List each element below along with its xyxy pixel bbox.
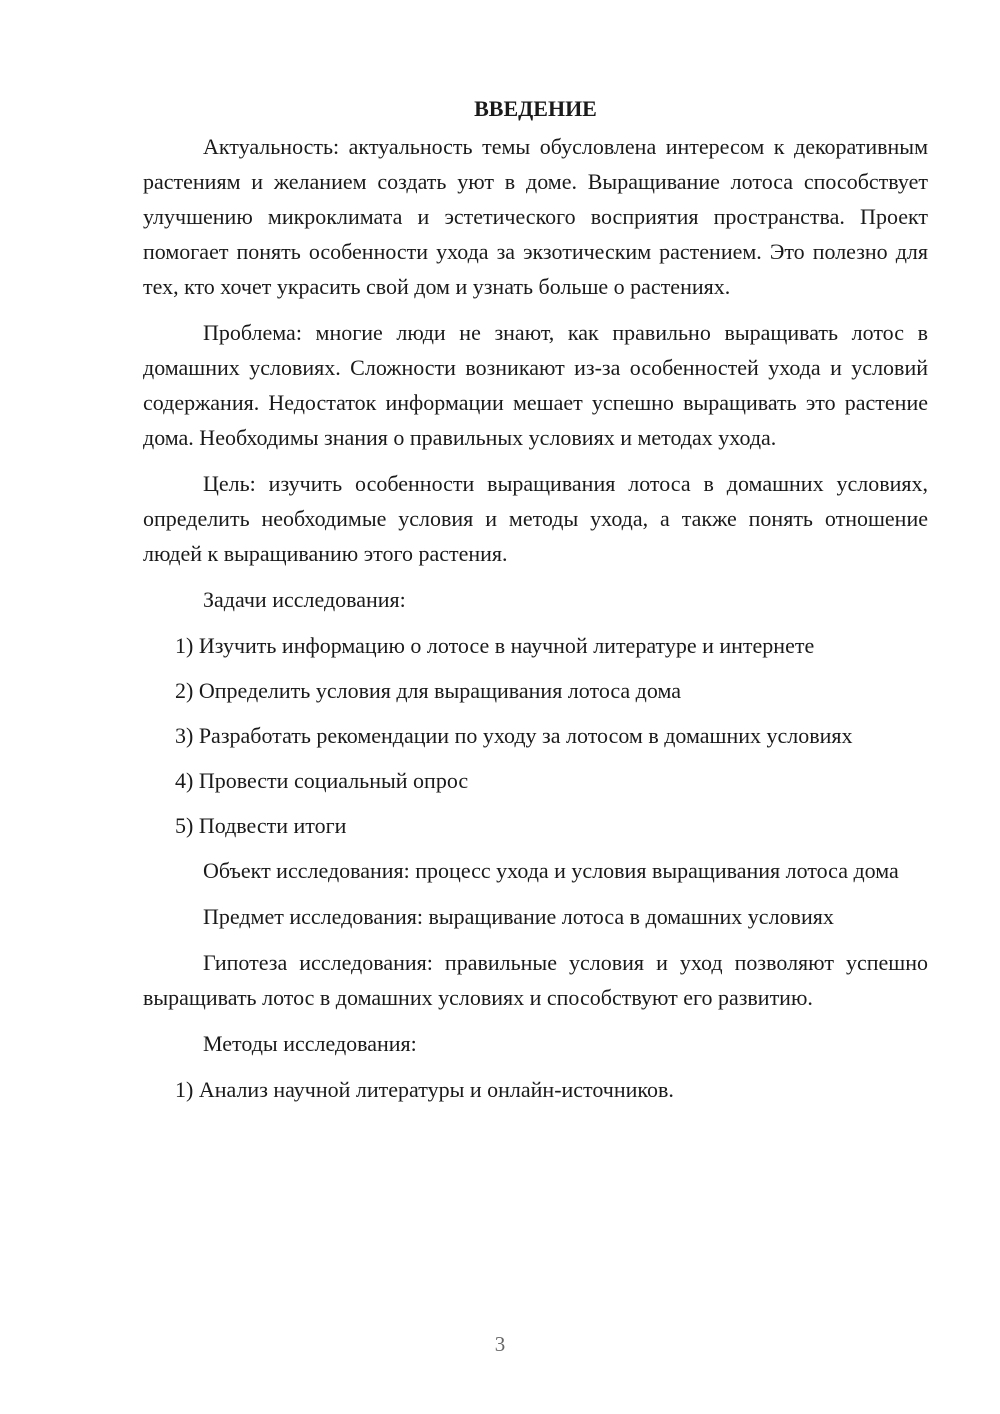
subject-paragraph: Предмет исследования: выращивание лотоса в домашних условиях: [203, 904, 834, 929]
tasks-title: Задачи исследования:: [203, 587, 406, 612]
page-content: [143, 91, 928, 1117]
methods-title: Методы исследования:: [203, 1031, 417, 1056]
task-item: 3) Разработать рекомендации по уходу за лотосом в домашних условиях: [175, 723, 853, 748]
section-heading: ВВЕДЕНИЕ: [474, 96, 597, 121]
relevance-paragraph: Актуальность: актуальность темы обусловлена интересом к декоративным растениям и желанием создать уют в доме. Выращивание лотоса способствует улучшению микроклимата и эстетического восприятия пространства. Проект помогает понять особенности ухода за экзотическим растением. Это полезно для тех, кто хочет украсить свой дом и узнать больше о растениях.: [143, 134, 928, 299]
hypothesis-paragraph: Гипотеза исследования: правильные условия и уход позволяют успешно выращивать лотос в домашних условиях и способствуют его развитию.: [143, 950, 928, 1010]
task-item: 4) Провести социальный опрос: [175, 768, 469, 793]
method-item: 1) Анализ научной литературы и онлайн-источников.: [175, 1077, 674, 1102]
object-paragraph: Объект исследования: процесс ухода и условия выращивания лотоса дома: [203, 858, 899, 883]
page-number: 3: [494, 1332, 506, 1356]
problem-paragraph: Проблема: многие люди не знают, как правильно выращивать лотос в домашних условиях. Сложности возникают из-за особенностей ухода и условий содержания. Недостаток информации мешает успешно выращивать это растение дома. Необходимы знания о правильных условиях и методах ухода.: [143, 320, 928, 450]
task-item: 1) Изучить информацию о лотосе в научной литературе и интернете: [175, 633, 815, 658]
methods-list: [143, 1072, 928, 1107]
task-item: 2) Определить условия для выращивания лотоса дома: [175, 678, 681, 703]
task-item: 5) Подвести итоги: [175, 813, 347, 838]
goal-paragraph: Цель: изучить особенности выращивания лотоса в домашних условиях, определить необходимые условия и методы ухода, а также понять отношение людей к выращиванию этого растения.: [143, 471, 928, 566]
tasks-list: [143, 628, 928, 843]
